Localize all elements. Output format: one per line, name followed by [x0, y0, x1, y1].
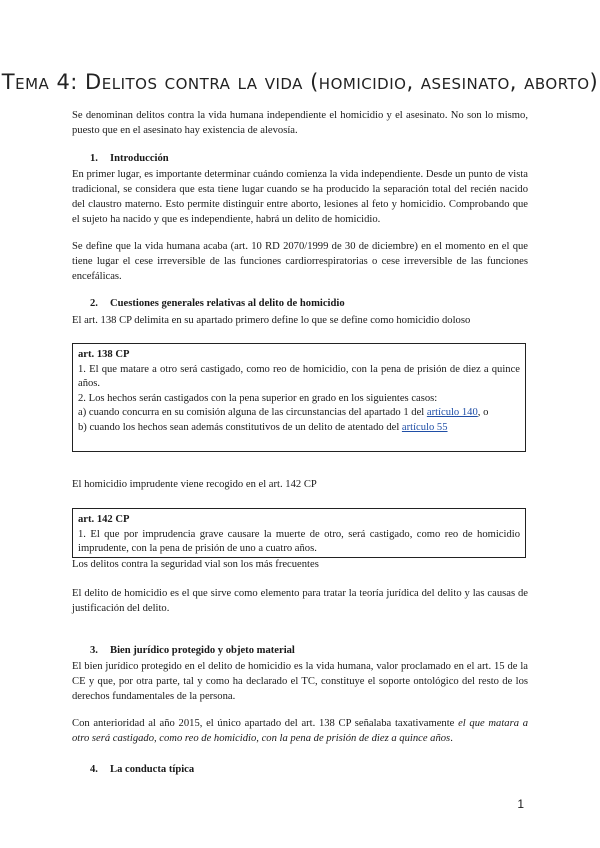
article-142-box [72, 508, 526, 558]
article-title: art. 138 CP [78, 349, 130, 360]
section-heading-3 [90, 645, 295, 656]
link-articulo-55[interactable]: artículo 55 [401, 421, 448, 433]
page-number: 1 [517, 797, 524, 811]
paragraph-art-138: El art. 138 CP delimita en su apartado primero define lo que se define como homicidio doloso [72, 315, 471, 326]
article-title: art. 142 CP [78, 514, 130, 525]
section-heading-4 [90, 764, 194, 775]
intro-paragraph: Se denominan delitos contra la vida humana independiente el homicidio y el asesinato. No son lo mismo, puesto que en el asesinato hay existencia de alevosía. [72, 110, 528, 136]
article-138-box [72, 343, 526, 452]
document-title: Tema 4: Delitos contra la vida (homicidio, asesinato, aborto) [1, 70, 599, 94]
section-heading-2 [90, 298, 345, 309]
article-text: b) cuando los hechos sean además constitutivos de un delito de atentado del [78, 421, 402, 433]
paragraph-seguridad-vial: Los delitos contra la seguridad vial son los más frecuentes [72, 559, 319, 570]
section-number: 3. [90, 645, 98, 656]
text-run: . [450, 733, 453, 744]
section-title: Introducción [110, 153, 169, 164]
article-line: 1. El que matare a otro será castigado, como reo de homicidio, con la pena de prisión de diez a quince años. [78, 363, 520, 389]
section-number: 1. [90, 153, 98, 164]
section-number: 2. [90, 298, 98, 309]
paragraph-bien-juridico: El bien jurídico protegido en el delito de homicidio es la vida humana, valor proclamado en el art. 15 de la CE y que, por otra parte, tal y como ha declarado el TC, constituye el soporte ontológico del resto de los derechos fundamentales de la persona. [72, 661, 528, 702]
article-line: 2. Los hechos serán castigados con la pena superior en grado en los siguientes casos: [78, 392, 438, 404]
section-title: La conducta típica [110, 764, 195, 775]
article-line: 1. El que por imprudencia grave causare la muerte de otro, será castigado, como reo de homicidio imprudente, con la pena de prisión de uno a cuatro años. [78, 528, 520, 554]
section-title: Cuestiones generales relativas al delito de homicidio [110, 298, 345, 309]
paragraph-anterioridad-2015 [72, 716, 528, 746]
article-text: , o [477, 407, 489, 418]
text-run: Con anterioridad al año 2015, el único apartado del art. 138 CP señalaba taxativamente [72, 718, 459, 729]
section-title: Bien jurídico protegido y objeto material [110, 645, 295, 656]
paragraph-fin-vida: Se define que la vida humana acaba (art. 10 RD 2070/1999 de 30 de diciembre) en el momento en el que tiene lugar el cese irreversible de las funciones cardiorrespiratorias o cese irreversible de las funciones encefálicas. [72, 241, 528, 282]
link-articulo-140[interactable]: artículo 140 [426, 407, 478, 418]
article-line [78, 406, 520, 421]
section-heading-1 [90, 153, 169, 164]
paragraph-homicidio-imprudente: El homicidio imprudente viene recogido en el art. 142 CP [72, 479, 317, 490]
italic-quote: el que matara a otro será castigado, como reo de homicidio, con la pena de prisión de diez a quince años [72, 718, 528, 744]
paragraph-teoria-delito: El delito de homicidio es el que sirve como elemento para tratar la teoría jurídica del delito y las causas de justificación del delito. [72, 588, 528, 614]
article-text: a) cuando concurra en su comisión alguna de las circunstancias del apartado 1 del [78, 407, 427, 418]
paragraph-vida-independiente: En primer lugar, es importante determinar cuándo comienza la vida independiente. Desde un punto de vista tradicional, se considera que esta tiene lugar cuando se ha producido la separación total del recién nacido del claustro materno. Esto permite distinguir entre aborto, lesiones al feto y homicidio. Comprobando que el sujeto ha nacido y que es independiente, habrá un delito de homicidio. [72, 169, 528, 225]
article-line [78, 421, 520, 436]
section-number: 4. [90, 764, 98, 775]
